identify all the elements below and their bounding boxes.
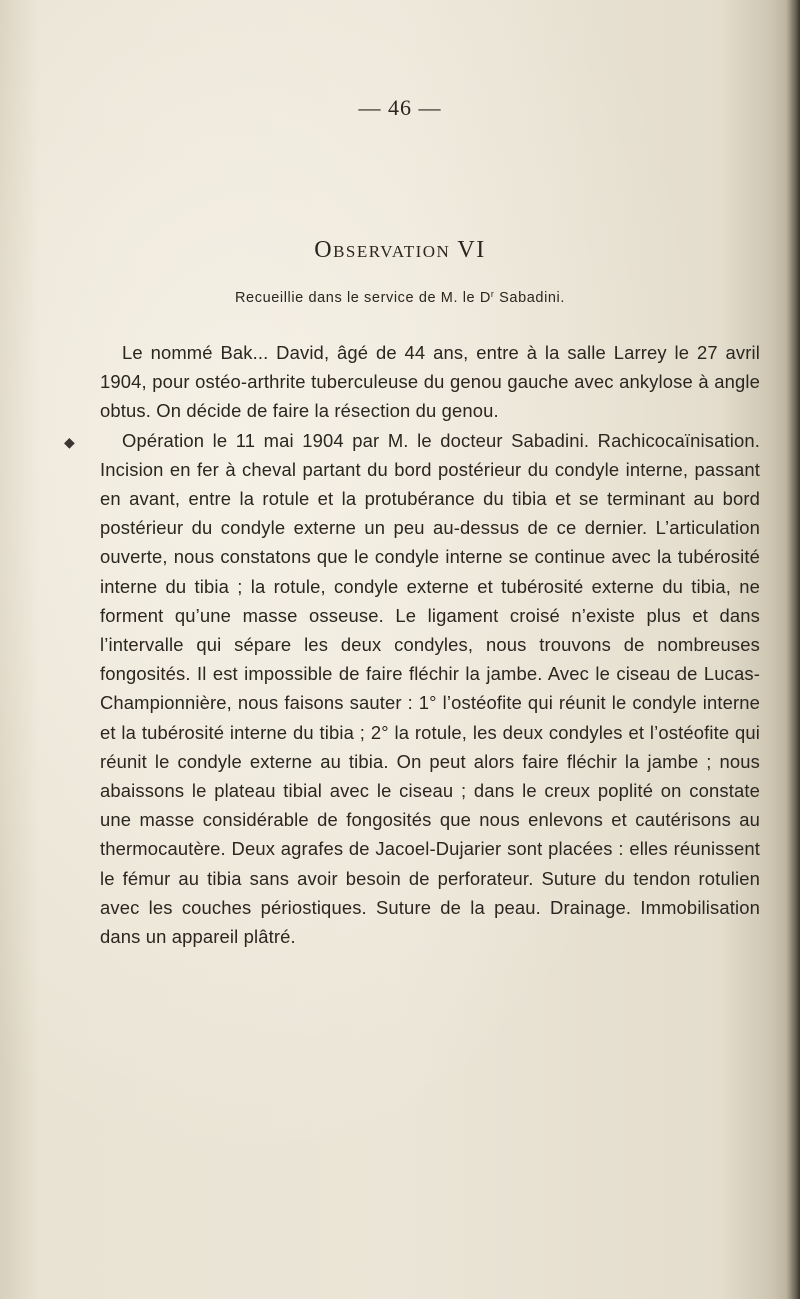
paragraph-case-intro: Le nommé Bak... David, âgé de 44 ans, entre à la salle Larrey le 27 avril 1904, pour ostéo-arthrite tuberculeuse du genou gauche avec ankylose à angle obtus. On décide de faire la résection du genou. <box>100 342 760 422</box>
page-number: — 46 — <box>358 95 442 120</box>
observation-body <box>100 338 760 951</box>
subtitle-text: Recueillie dans le service de M. le D <box>234 290 491 306</box>
margin-bullet-mark: ◆ <box>64 435 75 451</box>
observation-title: Observation VI <box>314 237 486 263</box>
paragraph-operation: Opération le 11 mai 1904 par M. le docteur Sabadini. Rachicocaïnisation. Incision en fer à cheval partant du bord postérieur du condyle interne, passant en avant, entre la rotule et la protubérance du tibia et se terminant au bord postérieur du condyle externe un peu au-dessus de ce dernier. L’articulation ouverte, nous constatons que le condyle interne se continue avec la tubérosité interne du tibia ; la rotule, condyle externe et tubérosité externe du tibia, ne forment qu’une masse osseuse. Le ligament croisé n’existe plus et dans l’intervalle qui sépare les deux condyles, nous trouvons de nombreuses fongosités. Il est impossible de faire fléchir la jambe. Avec le ciseau de Lucas-Championnière, nous faisons sauter : 1° l’ostéofite qui réunit le condyle interne et la tubérosité interne du tibia ; 2° la rotule, les deux condyles et l’ostéofite qui réunit le condyle externe au tibia. On peut alors faire fléchir la jambe ; nous abaissons le plateau tibial avec le ciseau ; dans le creux poplité on constate une masse considérable de fongosités que nous enlevons et cautérisons au thermocautère. Deux agrafes de Jacoel-Dujarier sont placées : elles réunissent le fémur au tibia sans avoir besoin de perforateur. Suture du tendon rotulien avec les couches périostiques. Suture de la peau. Drainage. Immobilisation dans un appareil plâtré. <box>100 429 760 948</box>
subtitle-superscript: r <box>490 289 495 299</box>
subtitle-name: Sabadini. <box>494 290 566 306</box>
observation-subtitle <box>0 289 800 306</box>
page-edge-shadow <box>786 0 800 1299</box>
